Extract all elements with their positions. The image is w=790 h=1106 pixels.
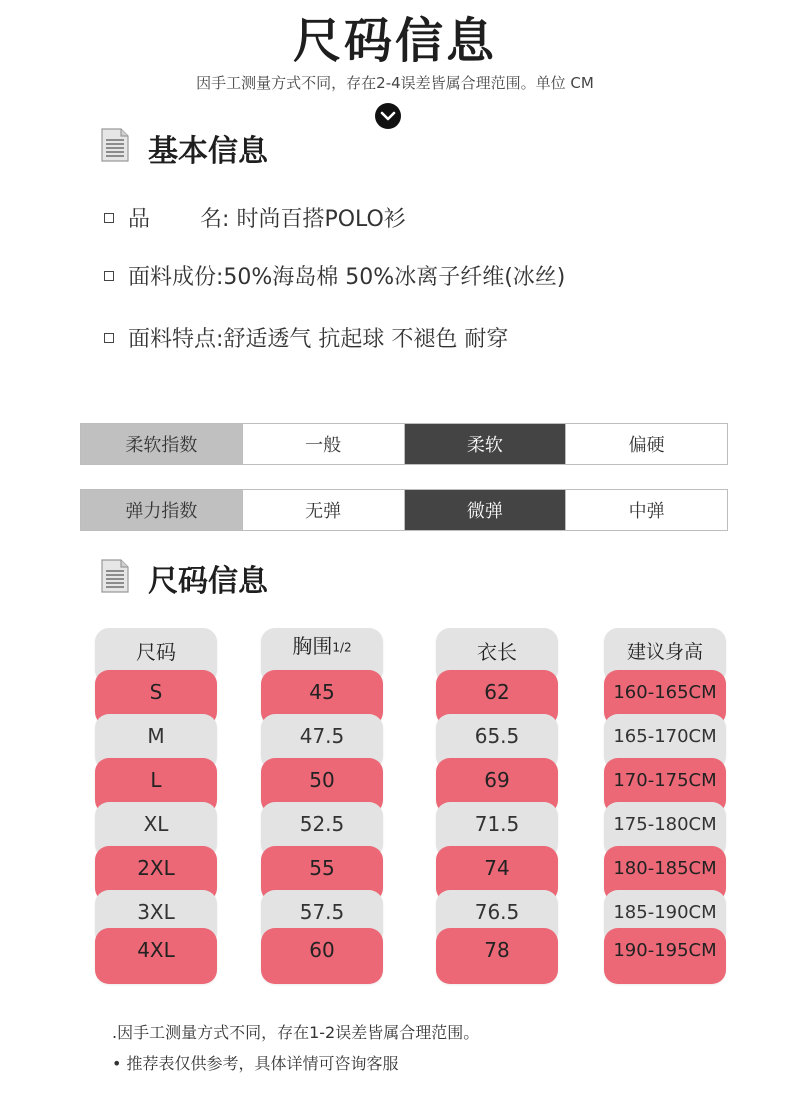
length-cell: 65.5 [436,714,558,770]
chest-cell: 57.5 [261,890,383,946]
length-cell: 62 [436,670,558,726]
size-cell: 4XL [95,928,217,984]
softness-option-normal: 一般 [242,424,404,464]
product-name-label: 品 [128,207,151,232]
product-name-value: 时尚百搭POLO衫 [236,207,406,232]
product-name-line [104,202,406,233]
chest-cell: 45 [261,670,383,726]
document-icon [101,559,129,593]
height-cell: 170-175CM [604,758,726,814]
square-bullet-icon [104,271,114,281]
height-cell: 165-170CM [604,714,726,770]
column-header: 尺码 [95,628,217,684]
size-cell: L [95,758,217,814]
height-cell: 185-190CM [604,890,726,946]
footnote-measurement: .因手工测量方式不同，存在1-2误差皆属合理范围。 [112,1023,480,1042]
column-header: 胸围$^{1/2}$ [261,628,383,684]
square-bullet-icon [104,333,114,343]
column-header: 衣长 [436,628,558,684]
measurement-note: 因手工测量方式不同，存在2-4误差皆属合理范围。单位 CM [196,74,594,92]
fabric-line [104,260,565,291]
length-cell: 74 [436,846,558,902]
column-header: 建议身高 [604,628,726,684]
chest-cell: 52.5 [261,802,383,858]
height-cell: 180-185CM [604,846,726,902]
softness-option-hard: 偏硬 [565,424,727,464]
length-cell: 78 [436,928,558,984]
length-cell: 71.5 [436,802,558,858]
length-cell: 76.5 [436,890,558,946]
height-cell: 190-195CM [604,928,726,984]
chest-cell: 55 [261,846,383,902]
softness-option-soft: 柔软 [404,424,566,464]
size-cell: 2XL [95,846,217,902]
document-icon [101,128,129,162]
elasticity-option-none: 无弹 [242,490,404,530]
size-cell: XL [95,802,217,858]
softness-label: 柔软指数 [81,424,242,464]
fabric-composition: 面料成份:50%海岛棉 50%冰离子纤维(冰丝) [128,265,566,290]
chest-cell: 47.5 [261,714,383,770]
elasticity-option-medium: 中弹 [565,490,727,530]
size-info-title: 尺码信息 [148,564,268,599]
size-cell: M [95,714,217,770]
chest-cell: 60 [261,928,383,984]
softness-rating [80,423,728,465]
basic-info-title: 基本信息 [148,134,268,169]
square-bullet-icon [104,213,114,223]
elasticity-rating [80,489,728,531]
fabric-features: 面料特点:舒适透气 抗起球 不褪色 耐穿 [128,327,509,352]
size-cell: S [95,670,217,726]
elasticity-label: 弹力指数 [81,490,242,530]
height-cell: 175-180CM [604,802,726,858]
product-name-label-suffix: 名: [200,207,230,232]
size-cell: 3XL [95,890,217,946]
elasticity-option-slight: 微弹 [404,490,566,530]
chevron-down-icon [375,103,401,129]
chest-cell: 50 [261,758,383,814]
height-cell: 160-165CM [604,670,726,726]
footnote-reference: • 推荐表仅供参考，具体详情可咨询客服 [112,1054,399,1073]
length-cell: 69 [436,758,558,814]
page-title: 尺码信息 [292,13,497,69]
features-line [104,322,508,353]
